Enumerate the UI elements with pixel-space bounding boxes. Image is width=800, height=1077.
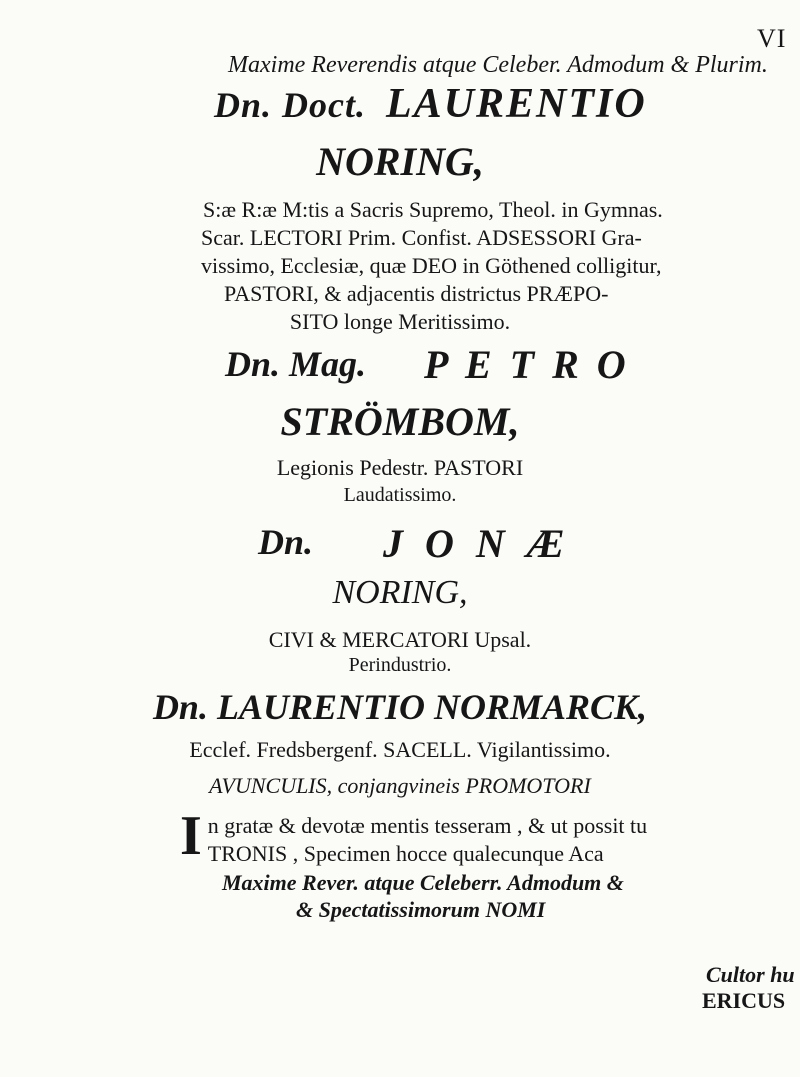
dedicatee-3-name: J O N Æ — [383, 521, 571, 566]
dedicatee-1-line-4: PASTORI, & adjacentis districtus PRÆPO- — [224, 281, 609, 306]
dedicatee-2-line-2: Laudatissimo. — [343, 484, 457, 506]
dedicatee-3-line-2: Perindustrio. — [348, 654, 452, 676]
signature-line-2: ERICUS — [702, 988, 786, 1013]
dedicatee-4-name: Dn. LAURENTIO NORMARCK, — [152, 687, 648, 727]
dedicatee-1-line-3: vissimo, Ecclesiæ, quæ DEO in Göthened colligitur, — [201, 253, 662, 278]
dedicatee-2-surname: STRÖMBOM, — [280, 399, 520, 444]
dedicatee-1-name: LAURENTIO — [386, 81, 647, 127]
closing-line-2: TRONIS , Specimen hocce qualecunque Aca — [207, 841, 604, 866]
dedicatee-4-line-1: Ecclef. Fredsbergenf. SACELL. Vigilantissimo. — [189, 737, 611, 762]
dedicatee-1-line-1: S:æ R:æ M:tis a Sacris Supremo, Theol. in Gymnas. — [203, 197, 663, 222]
dedicatee-3-line-1: CIVI & MERCATORI Upsal. — [268, 627, 532, 652]
salutation: Maxime Reverendis atque Celeber. Admodum & Plurim. — [228, 52, 768, 78]
closing-paragraph — [180, 805, 790, 868]
page-number: VI — [757, 24, 787, 53]
dedicatee-2-line-1: Legionis Pedestr. PASTORI — [276, 455, 524, 480]
dedicatee-1-line-5: SITO longe Meritissimo. — [289, 309, 511, 334]
dedicatee-3-title: Dn. — [258, 522, 314, 562]
dedicatee-2-title: Dn. Mag. — [225, 344, 367, 384]
dedicatee-1-surname: NORING, — [316, 139, 484, 184]
signature-line-1: Cultor hu — [706, 962, 795, 987]
drop-cap: I — [180, 805, 202, 867]
dedicatee-1-line-2: Scar. LECTORI Prim. Confist. ADSESSORI Gra- — [201, 225, 642, 250]
closing-line-1: n gratæ & devotæ mentis tesseram , & ut possit tu — [207, 813, 648, 838]
dedicatee-3-surname: NORING, — [332, 574, 468, 611]
dedicatee-1-title: Dn. Doct. — [214, 85, 366, 125]
closing-line-4: & Spectatissimorum NOMI — [296, 897, 546, 922]
closing-line-3: Maxime Rever. atque Celeberr. Admodum & — [222, 870, 624, 895]
dedicatee-2-name: P E T R O — [424, 342, 630, 387]
dedicatee-4-line-2: AVUNCULIS, conjangvineis PROMOTORI — [209, 773, 591, 798]
